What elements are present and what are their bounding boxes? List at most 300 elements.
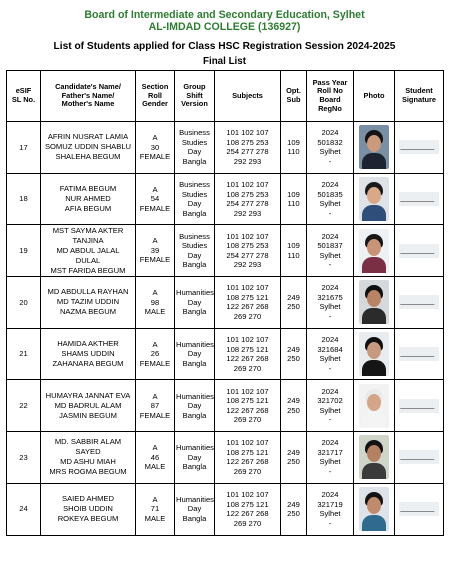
group-line: Studies [181, 137, 208, 147]
group-line: Bangla [182, 307, 207, 317]
group-cell [175, 173, 215, 225]
student-signature [399, 140, 439, 154]
signature-stroke [400, 197, 436, 202]
pass-line: 2024 [321, 490, 339, 500]
student-photo [359, 229, 389, 273]
subject-line: 101 102 107 [226, 490, 269, 500]
column-header-sig [395, 71, 444, 122]
names-cell [41, 225, 136, 277]
opt-line: 250 [287, 457, 300, 467]
group-line: Humanities [176, 339, 214, 349]
sl-cell: 17 [7, 122, 41, 174]
name-line: MST FARIDA BEGUM [50, 265, 126, 275]
pass-cell [307, 225, 354, 277]
group-line: Day [187, 147, 202, 157]
names-cell [41, 277, 136, 329]
column-header-line: eSIF [15, 86, 32, 96]
group-line: Business [179, 128, 210, 138]
pass-line: Sylhet [319, 302, 341, 312]
subjects-cell [215, 277, 281, 329]
section-line: FEMALE [139, 203, 171, 213]
subject-line: 101 102 107 [226, 128, 269, 138]
opt-cell [281, 380, 307, 432]
section-cell [136, 380, 175, 432]
table-row [7, 277, 444, 329]
section-line: A [152, 391, 158, 401]
subject-line: 269 270 [233, 311, 262, 321]
name-line: HAMIDA AKTHER [57, 339, 119, 349]
name-line: SHOIB UDDIN [63, 504, 113, 514]
pass-line: - [328, 518, 332, 528]
subject-line: 122 267 268 [226, 457, 269, 467]
photo-body [362, 412, 386, 428]
subject-line: 101 102 107 [226, 386, 269, 396]
photo-cell [354, 173, 395, 225]
name-line: SOMUZ UDDIN SHABLU [44, 142, 132, 152]
subject-line: 254 277 278 [226, 199, 269, 209]
names-cell [41, 122, 136, 174]
opt-line: 109 [287, 189, 300, 199]
photo-cell [354, 225, 395, 277]
student-photo [359, 280, 389, 324]
subject-line: 108 275 253 [226, 241, 269, 251]
student-photo [359, 435, 389, 479]
group-line: Bangla [182, 208, 207, 218]
section-cell [136, 432, 175, 484]
pass-line: - [328, 415, 332, 425]
photo-body [362, 463, 386, 479]
table-row [7, 432, 444, 484]
photo-cell [354, 328, 395, 380]
table-row [7, 483, 444, 535]
column-header-line: Version [181, 99, 208, 109]
column-header-pass [307, 71, 354, 122]
opt-line: 110 [287, 199, 300, 209]
signature-stroke [400, 352, 436, 357]
subjects-cell [215, 122, 281, 174]
photo-face [367, 187, 381, 204]
student-photo [359, 177, 389, 221]
student-signature [399, 502, 439, 516]
section-line: MALE [144, 462, 166, 472]
pass-line: 501837 [317, 241, 343, 251]
column-header-line: Mother's Name [61, 99, 115, 109]
column-header-line: Shift [186, 90, 203, 100]
signature-stroke [400, 300, 436, 305]
column-header-line: Roll [148, 90, 162, 100]
name-line: HUMAYRA JANNAT EVA [45, 390, 131, 400]
student-signature [399, 192, 439, 206]
name-line: AFIA BEGUM [64, 204, 112, 214]
subject-line: 108 275 253 [226, 137, 269, 147]
board-title: Board of Intermediate and Secondary Education, Sylhet [84, 9, 365, 21]
subject-line: 101 102 107 [226, 231, 269, 241]
group-cell [175, 483, 215, 535]
student-photo [359, 332, 389, 376]
section-line: MALE [144, 513, 166, 523]
section-line: FEMALE [139, 152, 171, 162]
student-signature [399, 399, 439, 413]
subjects-cell [215, 173, 281, 225]
subject-line: 108 275 121 [226, 499, 269, 509]
group-cell [175, 225, 215, 277]
opt-line: 250 [287, 354, 300, 364]
group-line: Bangla [182, 358, 207, 368]
table-row [7, 380, 444, 432]
photo-face [367, 394, 381, 411]
column-header-line: Father's Name/ [61, 90, 115, 100]
subject-line: 269 270 [233, 466, 262, 476]
pass-line: 2024 [321, 231, 339, 241]
pass-line: - [328, 156, 332, 166]
section-line: 30 [150, 142, 160, 152]
name-line: MD TAZIM UDDIN [56, 297, 120, 307]
sl-cell: 22 [7, 380, 41, 432]
table-row [7, 225, 444, 277]
name-line: MD. SABBIR ALAM [54, 437, 122, 447]
pass-line: Sylhet [319, 405, 341, 415]
signature-cell [395, 328, 444, 380]
subject-line: 108 275 121 [226, 447, 269, 457]
table-header-row [7, 71, 444, 122]
photo-body [362, 308, 386, 324]
students-table [6, 70, 444, 536]
column-header-subjects [215, 71, 281, 122]
opt-cell [281, 173, 307, 225]
subject-line: 101 102 107 [226, 283, 269, 293]
pass-line: 321719 [317, 499, 343, 509]
column-header-group [175, 71, 215, 122]
photo-cell [354, 432, 395, 484]
student-signature [399, 244, 439, 258]
group-line: Humanities [176, 288, 214, 298]
name-line: DULAL [75, 255, 101, 265]
opt-line: 250 [287, 405, 300, 415]
opt-line: 250 [287, 509, 300, 519]
section-line: 54 [150, 194, 160, 204]
photo-body [362, 153, 386, 169]
signature-cell [395, 277, 444, 329]
pass-line: - [328, 260, 332, 270]
subject-line: 101 102 107 [226, 438, 269, 448]
name-line: MST SAYMA AKTER [52, 225, 124, 235]
pass-line: 2024 [321, 335, 339, 345]
sl-cell: 19 [7, 225, 41, 277]
column-header-names [41, 71, 136, 122]
column-header-line: Gender [142, 99, 168, 109]
photo-cell [354, 483, 395, 535]
opt-cell [281, 432, 307, 484]
opt-line: 109 [287, 137, 300, 147]
pass-line: 2024 [321, 386, 339, 396]
section-line: FEMALE [139, 358, 171, 368]
group-line: Day [187, 401, 202, 411]
subjects-cell [215, 328, 281, 380]
group-line: Day [187, 297, 202, 307]
sl-cell: 21 [7, 328, 41, 380]
photo-cell [354, 380, 395, 432]
list-title: List of Students applied for Class HSC Registration Session 2024-2025 [53, 41, 396, 52]
section-line: 26 [150, 349, 160, 359]
column-header-sl [7, 71, 41, 122]
photo-body [362, 515, 386, 531]
subject-line: 122 267 268 [226, 405, 269, 415]
column-header-line: RegNo [318, 103, 342, 113]
photo-face [367, 497, 381, 514]
subjects-cell [215, 483, 281, 535]
subjects-cell [215, 380, 281, 432]
opt-cell [281, 225, 307, 277]
column-header-line: Sub [286, 95, 301, 104]
name-line: MD ABDULLA RAYHAN [47, 287, 129, 297]
name-line: MD ABDUL JALAL [56, 245, 120, 255]
section-cell [136, 483, 175, 535]
subject-line: 108 275 253 [226, 189, 269, 199]
opt-line: 110 [287, 250, 300, 260]
column-header-line: Candidate's Name/ [55, 82, 121, 92]
student-photo [359, 384, 389, 428]
signature-stroke [400, 455, 436, 460]
column-header-line: Section [141, 82, 169, 92]
column-header-line: Opt. [286, 86, 301, 96]
group-line: Business [179, 180, 210, 190]
subject-line: 108 275 121 [226, 344, 269, 354]
photo-face [367, 445, 381, 462]
name-line: SAIED AHMED [62, 494, 114, 504]
subject-line: 101 102 107 [226, 335, 269, 345]
column-header-line: Group [183, 82, 206, 92]
column-header-photo [354, 71, 395, 122]
pass-line: - [328, 466, 332, 476]
group-line: Humanities [176, 494, 214, 504]
pass-line: 2024 [321, 128, 339, 138]
group-line: Bangla [182, 260, 207, 270]
opt-line: 249 [287, 499, 300, 509]
section-line: A [152, 494, 158, 504]
subject-line: 122 267 268 [226, 302, 269, 312]
group-line: Business [179, 231, 210, 241]
group-line: Studies [181, 241, 208, 251]
subject-line: 292 293 [233, 260, 262, 270]
group-cell [175, 328, 215, 380]
name-line: ZAHANARA BEGUM [52, 359, 124, 369]
section-cell [136, 122, 175, 174]
sl-cell: 23 [7, 432, 41, 484]
pass-line: Sylhet [319, 147, 341, 157]
subject-line: 108 275 121 [226, 292, 269, 302]
pass-line: Sylhet [319, 509, 341, 519]
section-cell [136, 173, 175, 225]
sl-cell: 18 [7, 173, 41, 225]
opt-line: 249 [287, 447, 300, 457]
subject-line: 292 293 [233, 156, 262, 166]
group-line: Bangla [182, 156, 207, 166]
pass-cell [307, 483, 354, 535]
name-line: MRS ROGMA BEGUM [49, 467, 127, 477]
opt-line: 110 [287, 147, 300, 157]
section-line: 71 [150, 504, 160, 514]
name-line: MD ASHU MIAH [60, 457, 116, 467]
photo-face [367, 135, 381, 152]
pass-line: - [328, 311, 332, 321]
name-line: SHALEHA BEGUM [55, 152, 121, 162]
final-list-label: Final List [202, 56, 246, 67]
group-line: Day [187, 250, 202, 260]
section-line: A [152, 443, 158, 453]
subject-line: 269 270 [233, 518, 262, 528]
group-line: Humanities [176, 443, 214, 453]
column-header-line: Photo [363, 90, 385, 100]
signature-cell [395, 380, 444, 432]
pass-cell [307, 432, 354, 484]
name-line: SAYED [75, 447, 101, 457]
name-line: JASMIN BEGUM [59, 410, 117, 420]
table-row [7, 122, 444, 174]
signature-stroke [400, 404, 436, 409]
subject-line: 254 277 278 [226, 147, 269, 157]
subject-line: 101 102 107 [226, 180, 269, 190]
opt-line: 249 [287, 396, 300, 406]
opt-line: 249 [287, 292, 300, 302]
opt-cell [281, 277, 307, 329]
section-line: 39 [150, 245, 160, 255]
photo-face [367, 239, 381, 256]
names-cell [41, 380, 136, 432]
section-cell [136, 328, 175, 380]
name-line: SHAMS UDDIN [61, 349, 115, 359]
subject-line: 269 270 [233, 415, 262, 425]
column-header-line: Pass Year [312, 77, 348, 87]
pass-line: 321702 [317, 396, 343, 406]
pass-line: Sylhet [319, 250, 341, 260]
signature-cell [395, 225, 444, 277]
group-line: Bangla [182, 410, 207, 420]
pass-line: - [328, 363, 332, 373]
signature-cell [395, 173, 444, 225]
pass-line: - [328, 208, 332, 218]
section-line: FEMALE [139, 410, 171, 420]
name-line: ROKEYA BEGUM [57, 514, 119, 524]
section-line: A [152, 184, 158, 194]
name-line: AFRIN NUSRAT LAMIA [47, 132, 129, 142]
name-line: TANJINA [72, 235, 104, 245]
subject-line: 292 293 [233, 208, 262, 218]
pass-line: 501835 [317, 189, 343, 199]
section-line: A [152, 133, 158, 143]
group-cell [175, 380, 215, 432]
student-photo [359, 125, 389, 169]
group-line: Humanities [176, 391, 214, 401]
pass-line: Sylhet [319, 354, 341, 364]
name-line: FATIMA BEGUM [59, 184, 117, 194]
column-header-line: Signature [401, 95, 437, 104]
photo-face [367, 342, 381, 359]
group-cell [175, 432, 215, 484]
pass-cell [307, 380, 354, 432]
table-row [7, 328, 444, 380]
section-line: FEMALE [139, 255, 171, 265]
pass-cell [307, 328, 354, 380]
column-header-opt [281, 71, 307, 122]
column-header-line: Board [319, 95, 341, 104]
subject-line: 108 275 121 [226, 396, 269, 406]
sl-cell: 20 [7, 277, 41, 329]
section-line: A [152, 288, 158, 298]
student-photo [359, 487, 389, 531]
signature-cell [395, 483, 444, 535]
signature-stroke [400, 507, 436, 512]
subjects-cell [215, 225, 281, 277]
photo-body [362, 205, 386, 221]
group-line: Bangla [182, 513, 207, 523]
section-line: A [152, 236, 158, 246]
pass-line: 2024 [321, 438, 339, 448]
group-line: Day [187, 504, 202, 514]
section-cell [136, 277, 175, 329]
signature-stroke [400, 145, 436, 150]
table-row [7, 173, 444, 225]
name-line: NAZMA BEGUM [59, 307, 117, 317]
pass-line: 321717 [317, 447, 343, 457]
college-title: AL-IMDAD COLLEGE (136927) [148, 21, 301, 33]
group-cell [175, 277, 215, 329]
name-line: MD BADRUL ALAM [54, 400, 122, 410]
opt-line: 250 [287, 302, 300, 312]
column-header-line: Student [405, 86, 433, 96]
section-line: MALE [144, 307, 166, 317]
group-line: Day [187, 452, 202, 462]
signature-cell [395, 432, 444, 484]
opt-cell [281, 483, 307, 535]
pass-cell [307, 173, 354, 225]
group-line: Day [187, 349, 202, 359]
photo-cell [354, 277, 395, 329]
section-line: 46 [150, 452, 160, 462]
names-cell [41, 173, 136, 225]
group-line: Day [187, 199, 202, 209]
photo-body [362, 257, 386, 273]
column-header-line: SL No. [11, 95, 36, 104]
column-header-line: Subjects [232, 90, 263, 100]
student-signature [399, 450, 439, 464]
section-line: 87 [150, 401, 160, 411]
photo-cell [354, 122, 395, 174]
section-line: A [152, 339, 158, 349]
pass-line: 2024 [321, 180, 339, 190]
section-cell [136, 225, 175, 277]
photo-face [367, 290, 381, 307]
subject-line: 269 270 [233, 363, 262, 373]
opt-line: 249 [287, 344, 300, 354]
pass-line: 501832 [317, 137, 343, 147]
pass-line: 321684 [317, 344, 343, 354]
opt-line: 109 [287, 241, 300, 251]
pass-line: 2024 [321, 283, 339, 293]
sl-cell: 24 [7, 483, 41, 535]
pass-cell [307, 122, 354, 174]
group-cell [175, 122, 215, 174]
column-header-line: Roll No [317, 86, 343, 96]
subject-line: 122 267 268 [226, 509, 269, 519]
names-cell [41, 483, 136, 535]
opt-cell [281, 122, 307, 174]
pass-line: Sylhet [319, 457, 341, 467]
subject-line: 122 267 268 [226, 354, 269, 364]
photo-body [362, 360, 386, 376]
column-header-section [136, 71, 175, 122]
pass-line: 321675 [317, 292, 343, 302]
group-line: Bangla [182, 462, 207, 472]
